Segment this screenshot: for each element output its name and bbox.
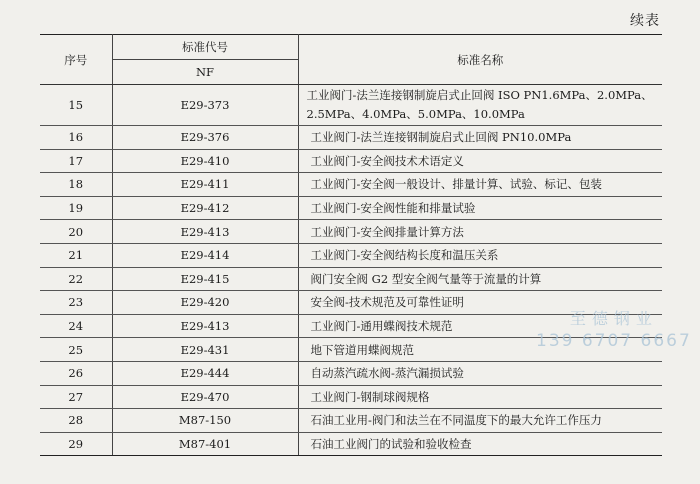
row-name: 自动蒸汽疏水阀-蒸汽漏损试验 (298, 361, 662, 385)
row-seq: 23 (40, 291, 112, 315)
row-code: E29-431 (112, 338, 298, 362)
row-name: 工业阀门-法兰连接钢制旋启式止回阀 PN10.0MPa (298, 126, 662, 150)
row-name: 工业阀门-通用蝶阀技术规范 (298, 314, 662, 338)
row-name: 石油工业用-阀门和法兰在不同温度下的最大允许工作压力 (298, 409, 662, 433)
row-seq: 15 (40, 85, 112, 126)
table-row (40, 196, 662, 220)
row-name: 阀门安全阀 G2 型安全阀气量等于流量的计算 (298, 267, 662, 291)
row-seq: 20 (40, 220, 112, 244)
row-seq: 22 (40, 267, 112, 291)
table-row (40, 361, 662, 385)
row-code: E29-412 (112, 196, 298, 220)
watermark-phone: 139 6707 6667 (536, 331, 692, 351)
row-seq: 26 (40, 361, 112, 385)
table-row (40, 173, 662, 197)
watermark (536, 306, 692, 351)
table-caption: 续表 (630, 13, 660, 29)
table-row (40, 85, 662, 126)
row-code: E29-444 (112, 361, 298, 385)
row-name: 工业阀门-钢制球阀规格 (298, 385, 662, 409)
row-name: 地下管道用蝶阀规范 (298, 338, 662, 362)
row-seq: 27 (40, 385, 112, 409)
row-code: E29-373 (112, 85, 298, 126)
table-row (40, 409, 662, 433)
row-code: M87-150 (112, 409, 298, 433)
standards-table (40, 34, 662, 456)
row-name: 工业阀门-法兰连接钢制旋启式止回阀 ISO PN1.6MPa、2.0MPa、2.5MPa、4.0MPa、5.0MPa、10.0MPa (298, 85, 662, 126)
row-code: E29-420 (112, 291, 298, 315)
table-row (40, 243, 662, 267)
table-row (40, 126, 662, 150)
row-name: 工业阀门-安全阀排量计算方法 (298, 220, 662, 244)
row-name: 工业阀门-安全阀结构长度和温压关系 (298, 243, 662, 267)
row-code: E29-415 (112, 267, 298, 291)
table-row (40, 385, 662, 409)
row-name: 工业阀门-安全阀一般设计、排量计算、试验、标记、包装 (298, 173, 662, 197)
row-seq: 17 (40, 149, 112, 173)
row-seq: 19 (40, 196, 112, 220)
row-name: 工业阀门-安全阀性能和排量试验 (298, 196, 662, 220)
row-seq: 16 (40, 126, 112, 150)
table-row (40, 149, 662, 173)
row-code: E29-411 (112, 173, 298, 197)
row-seq: 25 (40, 338, 112, 362)
watermark-company: 至德钢业 (569, 309, 658, 328)
row-seq: 28 (40, 409, 112, 433)
header-seq: 序号 (40, 35, 112, 85)
row-seq: 21 (40, 243, 112, 267)
header-name: 标准名称 (298, 35, 662, 85)
table-row (40, 220, 662, 244)
row-code: M87-401 (112, 432, 298, 456)
table-row (40, 432, 662, 456)
row-name: 工业阀门-安全阀技术术语定义 (298, 149, 662, 173)
row-seq: 24 (40, 314, 112, 338)
row-code: E29-414 (112, 243, 298, 267)
row-code: E29-413 (112, 314, 298, 338)
row-name: 安全阀-技术规范及可靠性证明 (298, 291, 662, 315)
row-seq: 29 (40, 432, 112, 456)
header-code: 标准代号 (112, 35, 298, 60)
row-name: 石油工业阀门的试验和验收检查 (298, 432, 662, 456)
row-code: E29-413 (112, 220, 298, 244)
row-seq: 18 (40, 173, 112, 197)
row-code: E29-376 (112, 126, 298, 150)
row-code: E29-410 (112, 149, 298, 173)
row-code: E29-470 (112, 385, 298, 409)
header-row (40, 35, 662, 60)
table-row (40, 267, 662, 291)
header-code-sub: NF (112, 60, 298, 85)
